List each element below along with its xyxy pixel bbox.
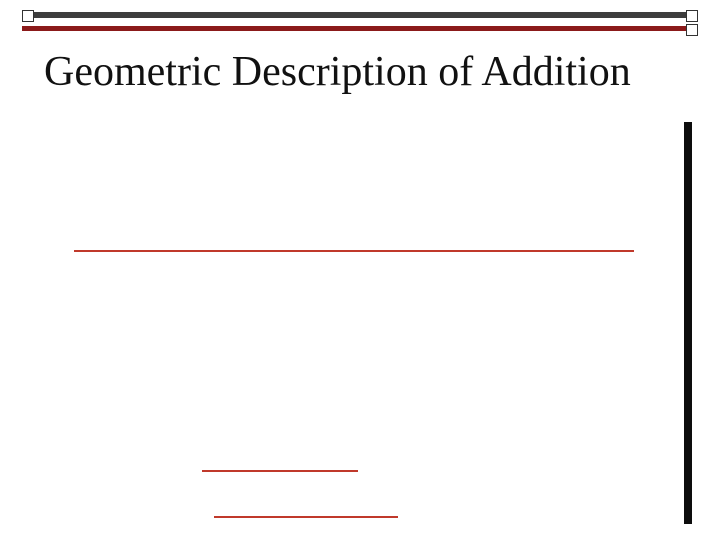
top-rule [22,12,698,18]
scan-edge [684,122,692,524]
top-rule-accent [22,26,698,31]
emphasis-underline [74,250,634,252]
emphasis-underline [202,470,358,472]
scanned-text-block [52,120,692,526]
slide-top-bar [22,10,698,36]
emphasis-underline [214,516,398,518]
slide-title: Geometric Description of Addition [44,49,631,95]
corner-square-left [22,10,34,22]
corner-square-right-top [686,10,698,22]
corner-square-right-bottom [686,24,698,36]
